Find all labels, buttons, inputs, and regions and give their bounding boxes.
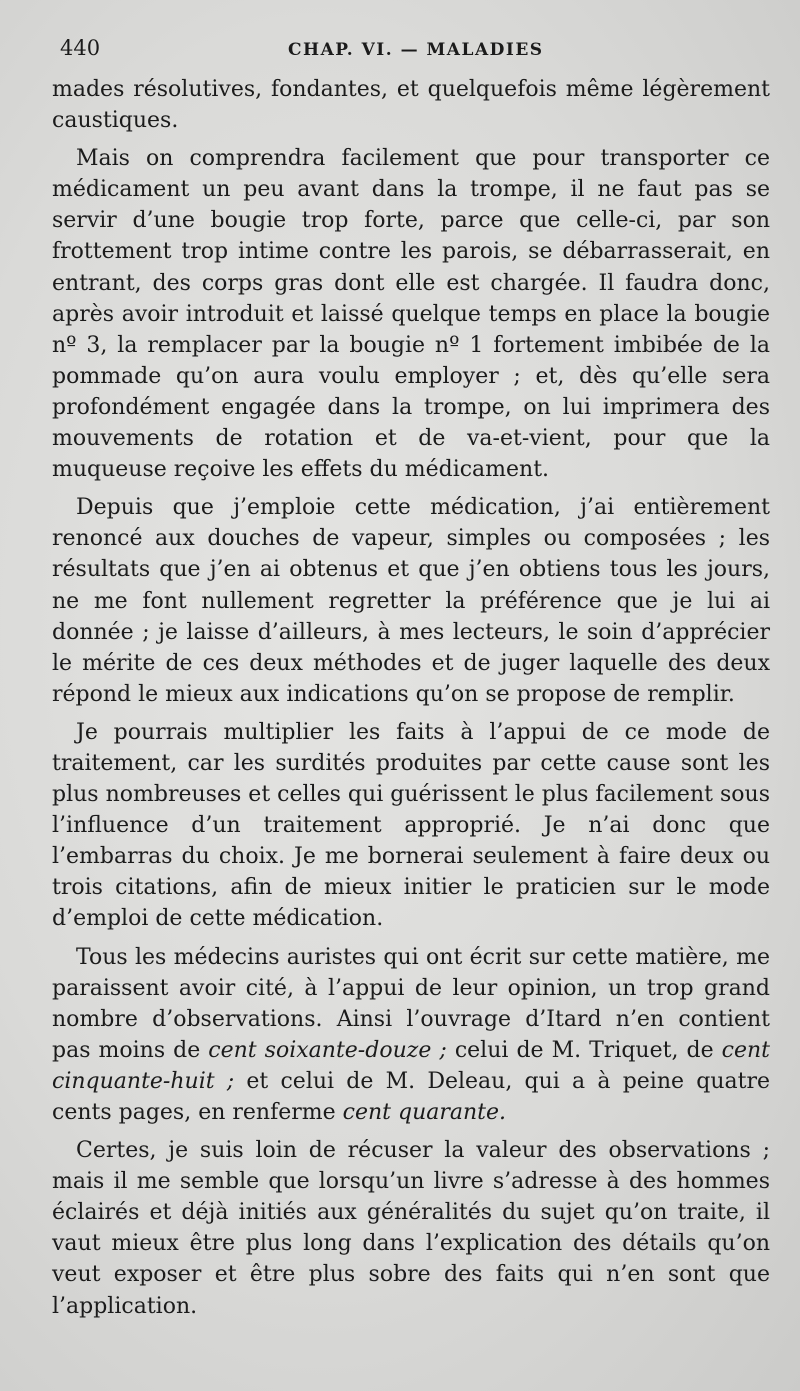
italic-count-triquet: cent cinquante-huit ;	[52, 1037, 770, 1094]
body-text	[52, 74, 770, 1322]
page-number: 440	[60, 36, 101, 60]
running-title: CHAP. VI. — MALADIES	[288, 40, 544, 60]
paragraph-2	[52, 143, 770, 485]
paragraph-3	[52, 492, 770, 710]
italic-count-deleau: cent quarante.	[342, 1100, 507, 1125]
paragraph-1-text: mades résolutives, fondantes, et quelquefois même légèrement caustiques.	[52, 77, 770, 134]
paragraph-6	[52, 1135, 770, 1322]
paragraph-5-text-c: et celui de M. Deleau, qui a à peine quatre cents pages, en renferme	[52, 1068, 770, 1125]
italic-count-itard: cent soixante-douze ;	[208, 1037, 447, 1063]
paragraph-5-text-b: celui de M. Triquet, de	[446, 1037, 722, 1063]
paragraph-5-text-a: Tous les médecins auristes qui ont écrit sur cette matière, me paraissent avoir cité, à l’appui de leur opinion, un trop grand nombre d’observations. Ainsi l’ouvrage d’Itard n’en contient pas moins de	[52, 944, 770, 1063]
paragraph-4	[52, 717, 770, 935]
paragraph-3-text: Depuis que j’emploie cette médication, j’ai entièrement renoncé aux douches de vapeur, simples ou composées ; les résultats que j’en ai obtenus et que j’en obtiens tous les jours, ne me font nullement regretter la préférence que je lui ai donnée ; je laisse d’ailleurs, à mes lecteurs, le soin d’apprécier le mérite de ces deux méthodes et de juger laquelle des deux répond le mieux aux indications qu’on se propose de remplir.	[52, 495, 770, 707]
paragraph-5	[52, 942, 770, 1129]
paragraph-4-text: Je pourrais multiplier les faits à l’appui de ce mode de traitement, car les surdités produites par cette cause sont les plus nombreuses et celles qui guérissent le plus facilement sous l’influence d’un traitement approprié. Je n’ai donc que l’embarras du choix. Je me bornerai seulement à faire deux ou trois citations, afin de mieux initier le praticien sur le mode d’emploi de cette médication.	[52, 719, 770, 932]
paragraph-6-text: Certes, je suis loin de récuser la valeur des observations ; mais il me semble que lorsqu’un livre s’adresse à des hommes éclairés et déjà initiés aux généralités du sujet qu’on traite, il vaut mieux être plus long dans l’explication des détails qu’on veut exposer et être plus sobre des faits qui n’en sont que l’application.	[52, 1138, 770, 1319]
paragraph-1	[52, 74, 770, 136]
running-head	[52, 36, 770, 66]
paragraph-2-text: Mais on comprendra facilement que pour transporter ce médicament un peu avant dans la trompe, il ne faut pas se servir d’une bougie trop forte, parce que celle-ci, par son frottement trop intime contre les parois, se débarrasserait, en entrant, des corps gras dont elle est chargée. Il faudra donc, après avoir introduit et laissé quelque temps en place la bougie nº 3, la remplacer par la bougie nº 1 fortement imbibée de la pommade qu’on aura voulu employer ; et, dès qu’elle sera profondément engagée dans la trompe, on lui imprimera des mouvements de rotation et de va-et-vient, pour que la muqueuse reçoive les effets du médicament.	[52, 146, 770, 483]
